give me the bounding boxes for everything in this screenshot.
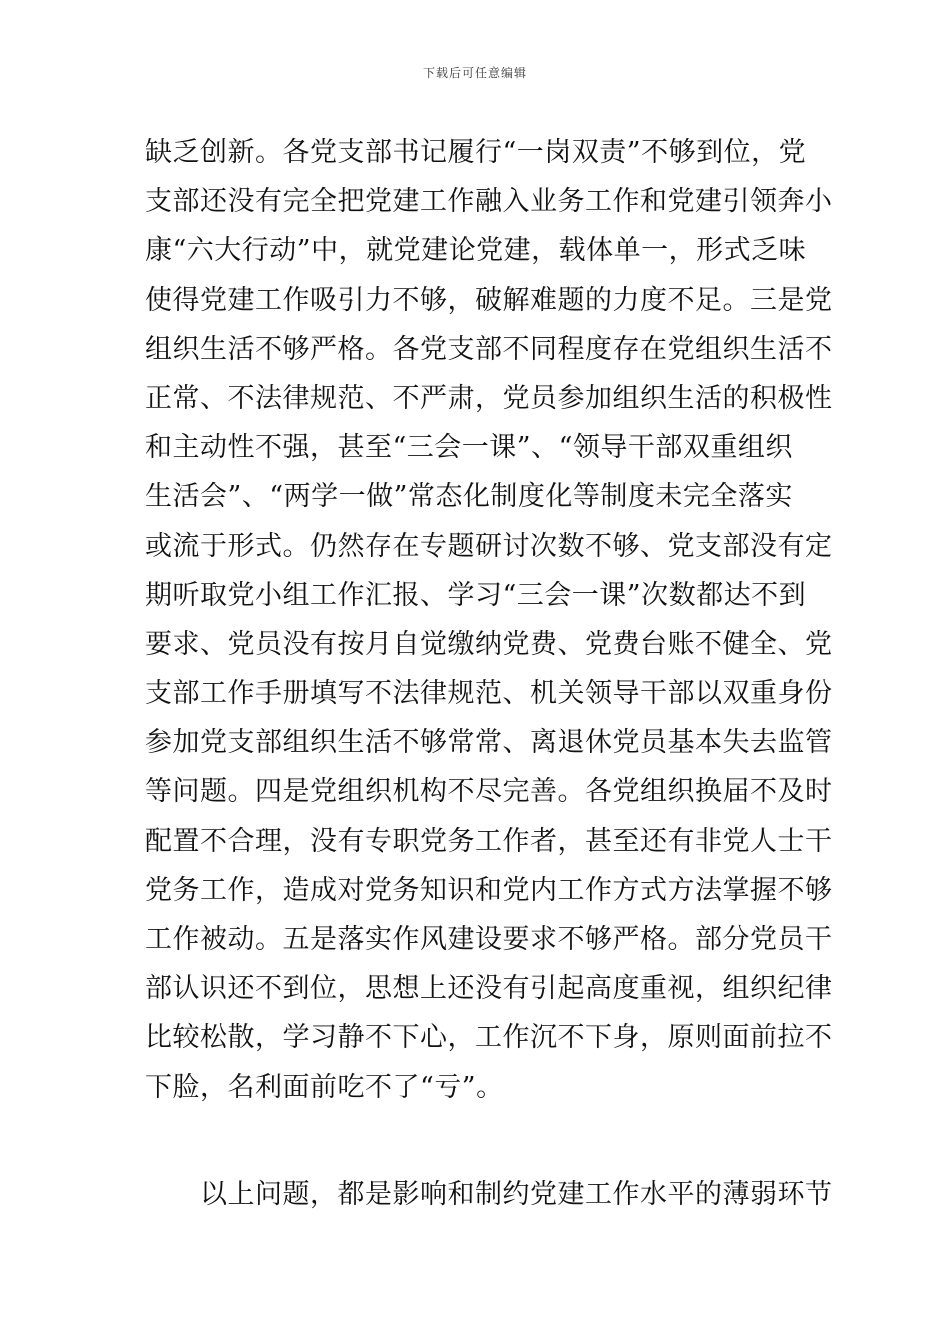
text-line: 康“六大行动”中，就党建论党建，载体单一，形式乏味: [145, 235, 807, 267]
text-line: 配置不合理，没有专职党务工作者，甚至还有非党人士干: [145, 825, 833, 857]
paragraph-1: [145, 128, 833, 1112]
text-line: 支部工作手册填写不法律规范、机关领导干部以双重身份: [145, 678, 833, 710]
text-line: 使得党建工作吸引力不够，破解难题的力度不足。三是党: [145, 284, 833, 316]
text-line: 要求、党员没有按月自觉缴纳党费、党费台账不健全、党: [145, 628, 833, 660]
text-line: 正常、不法律规范、不严肃，党员参加组织生活的积极性: [145, 382, 833, 414]
paragraph-2: [200, 1170, 833, 1219]
page-header: 下载后可任意编辑: [422, 66, 527, 80]
text-line: 等问题。四是党组织机构不尽完善。各党组织换届不及时: [145, 776, 833, 808]
text-line: 比较松散，学习静不下心，工作沉不下身，原则面前拉不: [145, 1022, 833, 1054]
text-line: 部认识还不到位，思想上还没有引起高度重视，组织纪律: [145, 973, 833, 1005]
text-line: 缺乏创新。各党支部书记履行“一岗双责”不够到位，党: [145, 137, 807, 168]
text-line: 党务工作，造成对党务知识和党内工作方式方法掌握不够: [145, 874, 833, 906]
text-line: 或流于形式。仍然存在专题研讨次数不够、党支部没有定: [145, 530, 833, 562]
text-line: 和主动性不强，甚至“三会一课”、“领导干部双重组织: [145, 432, 793, 464]
text-line: 下脸，名利面前吃不了“亏”。: [145, 1071, 504, 1103]
text-line: 支部还没有完全把党建工作融入业务工作和党建引领奔小: [145, 186, 833, 218]
text-line: 参加党支部组织生活不够常常、离退休党员基本失去监管: [145, 727, 833, 759]
text-line: 期听取党小组工作汇报、学习“三会一课”次数都达不到: [145, 579, 807, 611]
text-line: 生活会”、“两学一做”常态化制度化等制度未完全落实: [145, 481, 793, 513]
text-line: 以上问题，都是影响和制约党建工作水平的薄弱环节: [200, 1179, 833, 1210]
text-line: 工作被动。五是落实作风建设要求不够严格。部分党员干: [145, 924, 833, 955]
text-line: 组织生活不够严格。各党支部不同程度存在党组织生活不: [145, 333, 833, 365]
